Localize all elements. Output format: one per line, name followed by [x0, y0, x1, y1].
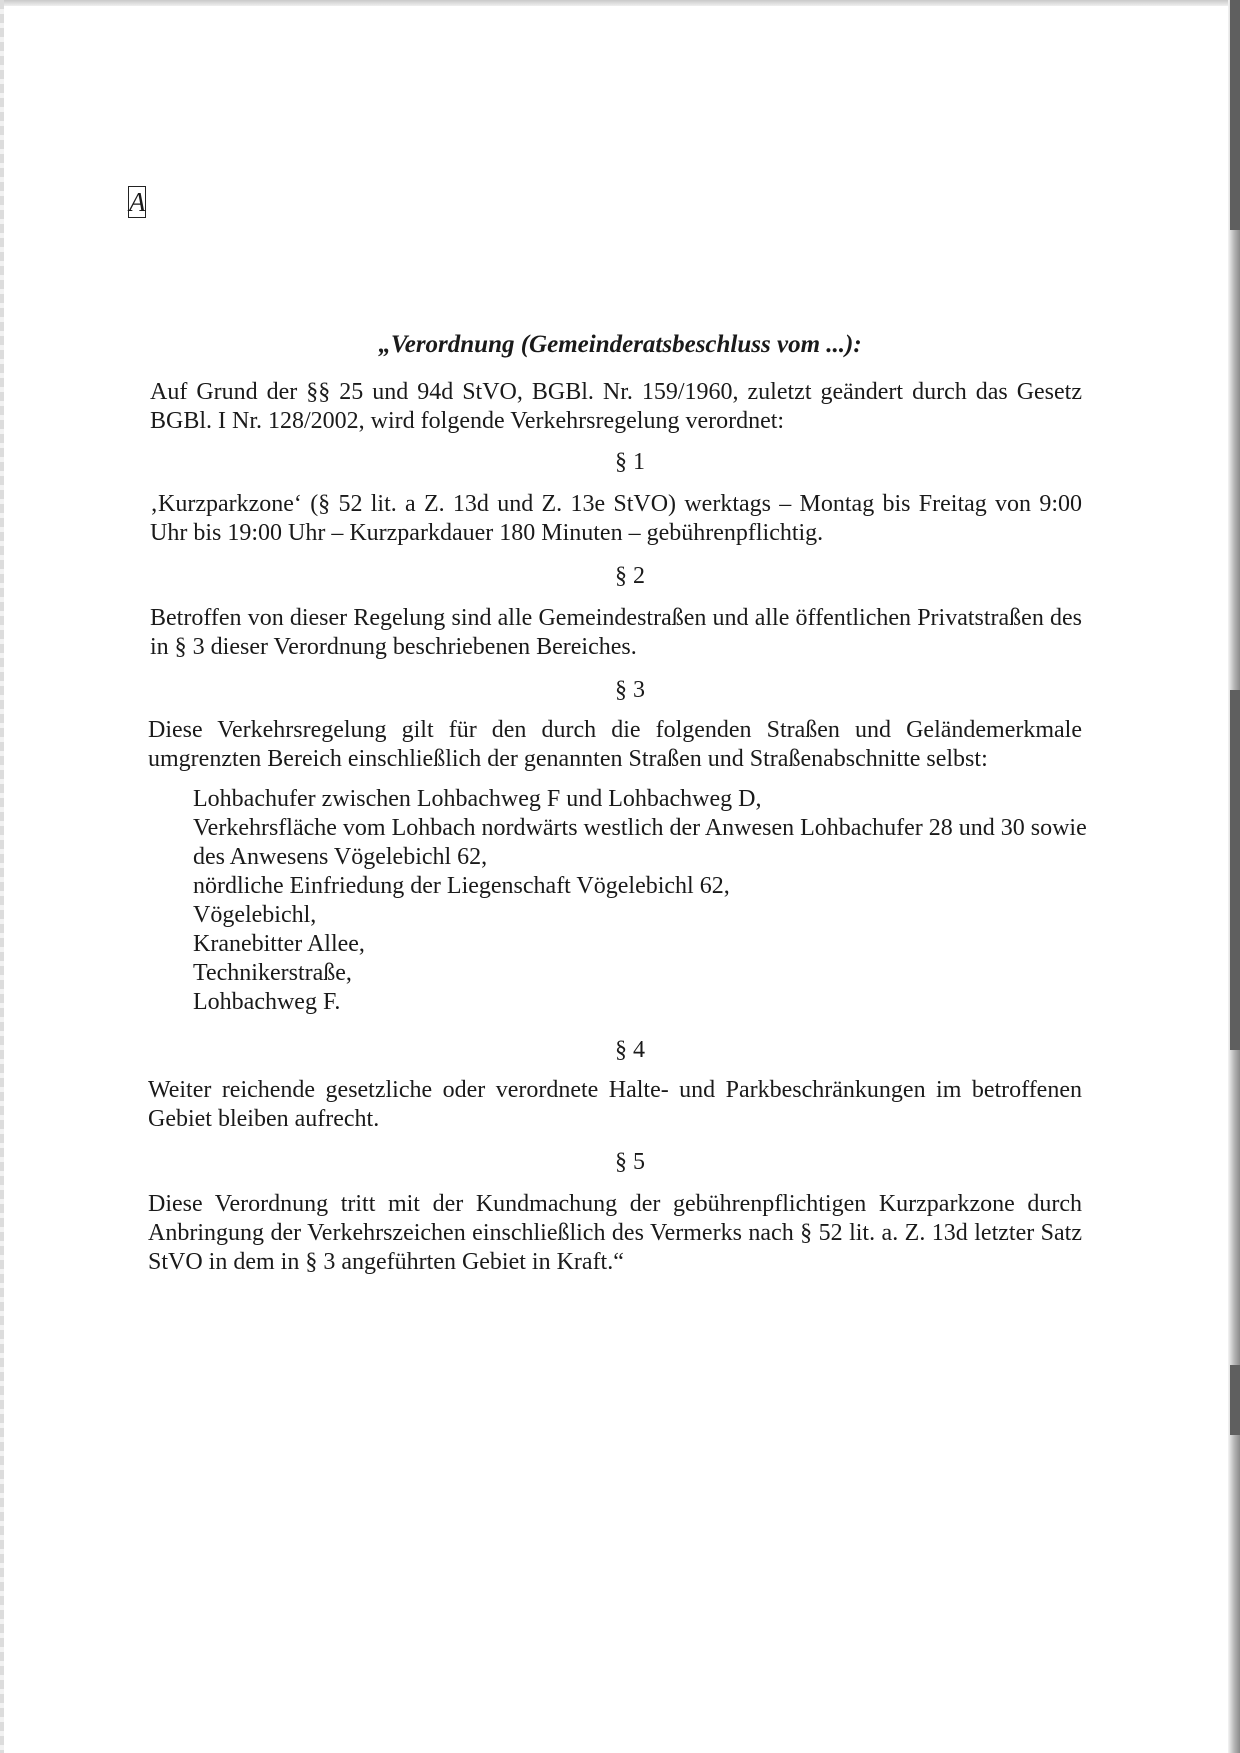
scan-right-shadow: [1230, 0, 1240, 230]
document-title: „Verordnung (Gemeinderatsbeschluss vom ...):: [378, 331, 862, 358]
section-text-3: Diese Verkehrsregelung gilt für den durch die folgenden Straßen und Geländemerkmale umgrenzten Bereich einschließlich der genannten Straßen und Straßenabschnitte selbst:: [148, 717, 1082, 772]
list-item: Verkehrsfläche vom Lohbach nordwärts westlich der Anwesen Lohbachufer 28 und 30 sowie des Anwesens Vögelebichl 62,: [193, 815, 1087, 870]
intro-paragraph: Auf Grund der §§ 25 und 94d StVO, BGBl. Nr. 159/1960, zuletzt geändert durch das Gesetz BGBl. I Nr. 128/2002, wird folgende Verkehrsregelung verordnet:: [150, 379, 1082, 434]
section-text-5: Diese Verordnung tritt mit der Kundmachung der gebührenpflichtigen Kurzparkzone durch Anbringung der Verkehrszeichen einschließlich des Vermerks nach § 52 lit. a. Z. 13d letzter Satz StVO in dem in § 3 angeführten Gebiet in Kraft.“: [148, 1191, 1082, 1275]
scan-left-edge: [0, 0, 4, 1753]
list-item: nördliche Einfriedung der Liegenschaft Vögelebichl 62,: [193, 873, 730, 899]
scan-right-shadow: [1230, 690, 1240, 1050]
section-heading-1: § 1: [615, 449, 645, 475]
boundary-list: [193, 785, 1093, 1017]
list-item: Lohbachweg F.: [193, 989, 341, 1015]
list-item: Technikerstraße,: [193, 960, 352, 986]
section-heading-2: § 2: [615, 563, 645, 589]
section-heading-4: § 4: [615, 1037, 645, 1063]
list-item: Lohbachufer zwischen Lohbachweg F und Lohbachweg D,: [193, 786, 762, 812]
section-heading-5: § 5: [615, 1149, 645, 1175]
section-heading-3: § 3: [615, 677, 645, 703]
section-text-4: Weiter reichende gesetzliche oder verordnete Halte- und Parkbeschränkungen im betroffenen Gebiet bleiben aufrecht.: [148, 1077, 1082, 1132]
scan-right-shadow: [1230, 1365, 1240, 1435]
list-item: Vögelebichl,: [193, 902, 317, 928]
section-text-1: ‚Kurzparkzone‘ (§ 52 lit. a Z. 13d und Z. 13e StVO) werktags – Montag bis Freitag von 9:00 Uhr bis 19:00 Uhr – Kurzparkdauer 180 Minuten – gebührenpflichtig.: [150, 491, 1082, 546]
scan-top-edge: [0, 0, 1240, 6]
page-marker-box: A: [129, 187, 146, 217]
list-item: Kranebitter Allee,: [193, 931, 365, 957]
section-text-2: Betroffen von dieser Regelung sind alle Gemeindestraßen und alle öffentlichen Privatstraßen des in § 3 dieser Verordnung beschriebenen Bereiches.: [150, 605, 1082, 660]
